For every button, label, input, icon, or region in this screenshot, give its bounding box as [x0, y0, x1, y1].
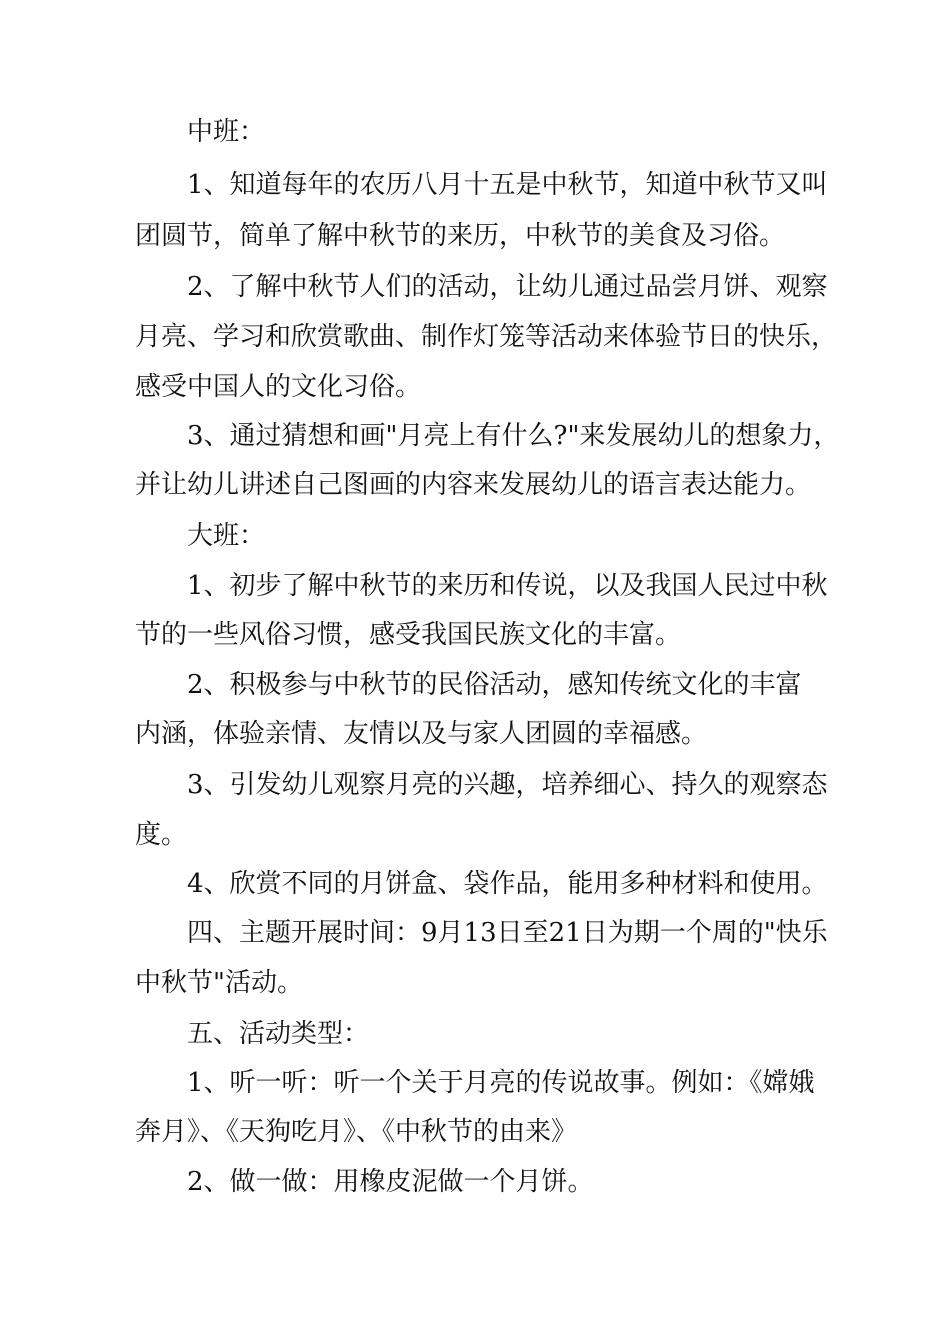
paragraph-line: 4、欣赏不同的月饼盒、袋作品，能用多种材料和使用。: [187, 869, 828, 899]
paragraph-line: 3、引发幼儿观察月亮的兴趣，培养细心、持久的观察态: [187, 770, 828, 800]
paragraph-line: 2、积极参与中秋节的民俗活动，感知传统文化的丰富: [187, 670, 802, 700]
paragraph-line: 2、了解中秋节人们的活动，让幼儿通过品尝月饼、观察: [187, 272, 828, 302]
paragraph-line: 团圆节，简单了解中秋节的来历，中秋节的美食及习俗。: [135, 221, 786, 251]
paragraph-line: 度。: [135, 820, 188, 850]
section-heading-activity-types: 五、活动类型：: [187, 1019, 370, 1049]
paragraph-line: 奔月》、《天狗吃月》、《中秋节的由来》: [135, 1117, 578, 1147]
paragraph-line: 2、做一做：用橡皮泥做一个月饼。: [187, 1167, 594, 1197]
paragraph-line: 内涵，体验亲情、友情以及与家人团圆的幸福感。: [135, 719, 708, 749]
paragraph-line: 感受中国人的文化习俗。: [135, 372, 422, 402]
paragraph-line: 节的一些风俗习惯，感受我国民族文化的丰富。: [135, 620, 682, 650]
paragraph-line: 3、通过猜想和画"月亮上有什么?"来发展幼儿的想象力，: [187, 421, 840, 451]
paragraph-line: 1、知道每年的农历八月十五是中秋节，知道中秋节又叫: [187, 170, 828, 200]
paragraph-line: 1、初步了解中秋节的来历和传说，以及我国人民过中秋: [187, 571, 828, 601]
heading-senior-class: 大班：: [187, 521, 266, 551]
section-heading-schedule: 四、主题开展时间：9月13日至21日为期一个周的"快乐: [187, 918, 828, 948]
paragraph-line: 月亮、学习和欣赏歌曲、制作灯笼等活动来体验节日的快乐，: [135, 322, 838, 352]
heading-middle-class: 中班：: [187, 117, 266, 147]
paragraph-line: 1、听一听：听一个关于月亮的传说故事。例如：《嫦娥: [187, 1068, 815, 1098]
paragraph-line: 中秋节"活动。: [135, 968, 303, 998]
paragraph-line: 并让幼儿讲述自己图画的内容来发展幼儿的语言表达能力。: [135, 470, 812, 500]
